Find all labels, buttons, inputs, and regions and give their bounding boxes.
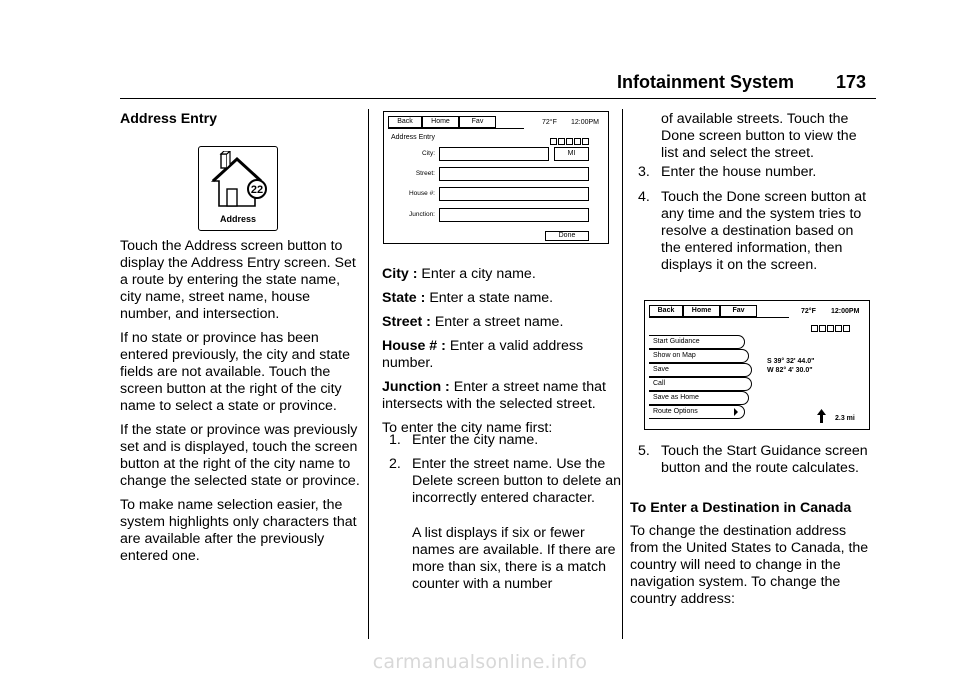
- save-button[interactable]: Save: [649, 363, 752, 377]
- status-icons-2: [810, 319, 850, 337]
- state-select-button[interactable]: MI: [554, 147, 589, 161]
- house-definition: House # : Enter a valid address number.: [382, 338, 584, 371]
- fav-button-2[interactable]: Fav: [720, 305, 757, 317]
- canada-heading: To Enter a Destination in Canada: [630, 500, 852, 516]
- city-field[interactable]: [439, 147, 549, 161]
- route-options-button[interactable]: Route Options: [649, 405, 745, 419]
- col1-paragraph-2: If no state or province has been entered previously, the city and state fields are not available. Touch the screen button at the right of the city name to select a state or province.: [120, 330, 351, 414]
- house-number-field[interactable]: [439, 187, 589, 201]
- fav-button[interactable]: Fav: [459, 116, 496, 128]
- address-icon-label: Address: [219, 214, 256, 224]
- destination-screen: [644, 300, 870, 430]
- canada-paragraph: To change the destination address from the United States to Canada, the country will need to change in the navigation system. To change the country address:: [630, 523, 869, 607]
- col1-paragraph-3: If the state or province was previously set and is displayed, touch the screen button at the right of the city name to change the selected state or province.: [120, 422, 360, 489]
- temperature: 72°F: [542, 119, 557, 126]
- clock-2: 12:00PM: [831, 308, 860, 315]
- col1-paragraph-4: To make name selection easier, the system highlights only characters that are available after the previously entered one.: [120, 497, 357, 564]
- street-definition: Street : Enter a street name.: [382, 314, 564, 330]
- latitude: S 39° 32' 44.0": [767, 358, 815, 365]
- street-label: Street:: [415, 170, 435, 177]
- start-guidance-button[interactable]: Start Guidance: [649, 335, 745, 349]
- junction-label: Junction:: [408, 211, 435, 218]
- back-button[interactable]: Back: [388, 116, 422, 128]
- address-entry-screen: [383, 111, 609, 244]
- column-divider-2: [622, 109, 623, 639]
- step-2-note: A list displays if six or fewer names are available. If there are more than six, there is a match counter with a number: [412, 525, 616, 592]
- home-button-2[interactable]: Home: [683, 305, 720, 317]
- screen-title: Address Entry: [391, 134, 435, 141]
- city-label: City:: [422, 150, 435, 157]
- city-first-intro: To enter the city name first:: [382, 420, 553, 436]
- address-entry-heading: Address Entry: [120, 111, 217, 127]
- show-on-map-button[interactable]: Show on Map: [649, 349, 749, 363]
- back-button-2[interactable]: Back: [649, 305, 683, 317]
- address-icon-number: 22: [250, 184, 264, 196]
- clock: 12:00PM: [571, 119, 600, 126]
- temperature-2: 72°F: [801, 308, 816, 315]
- column-divider-1: [368, 109, 369, 639]
- address-button-illustration: [198, 146, 278, 231]
- city-definition: City : Enter a city name.: [382, 266, 536, 282]
- longitude: W 82° 4' 30.0": [767, 367, 813, 374]
- page-number: 173: [836, 72, 867, 92]
- col1-paragraph-1: Touch the Address screen button to display the Address Entry screen. Set a route by entering the state name, city name, street name, house number, and intersection.: [120, 238, 356, 322]
- street-field[interactable]: [439, 167, 589, 181]
- page-header-title: Infotainment System: [617, 72, 795, 92]
- arrow-right-icon: [734, 408, 738, 416]
- distance: 2.3 mi: [835, 415, 855, 422]
- home-button[interactable]: Home: [422, 116, 459, 128]
- junction-field[interactable]: [439, 208, 589, 222]
- up-arrow-icon: [817, 409, 826, 423]
- junction-definition: Junction : Enter a street name that intersects with the selected street.: [382, 379, 606, 412]
- header-rule: [120, 98, 876, 99]
- call-button[interactable]: Call: [649, 377, 752, 391]
- save-as-home-button[interactable]: Save as Home: [649, 391, 749, 405]
- house-label: House #:: [408, 190, 435, 197]
- state-definition: State : Enter a state name.: [382, 290, 554, 306]
- watermark: carmanualsonline.info: [372, 651, 588, 673]
- done-button[interactable]: Done: [545, 231, 589, 241]
- col3-continued-text: of available streets. Touch the Done screen button to view the list and select the street.: [661, 111, 857, 161]
- house-icon: [207, 151, 269, 213]
